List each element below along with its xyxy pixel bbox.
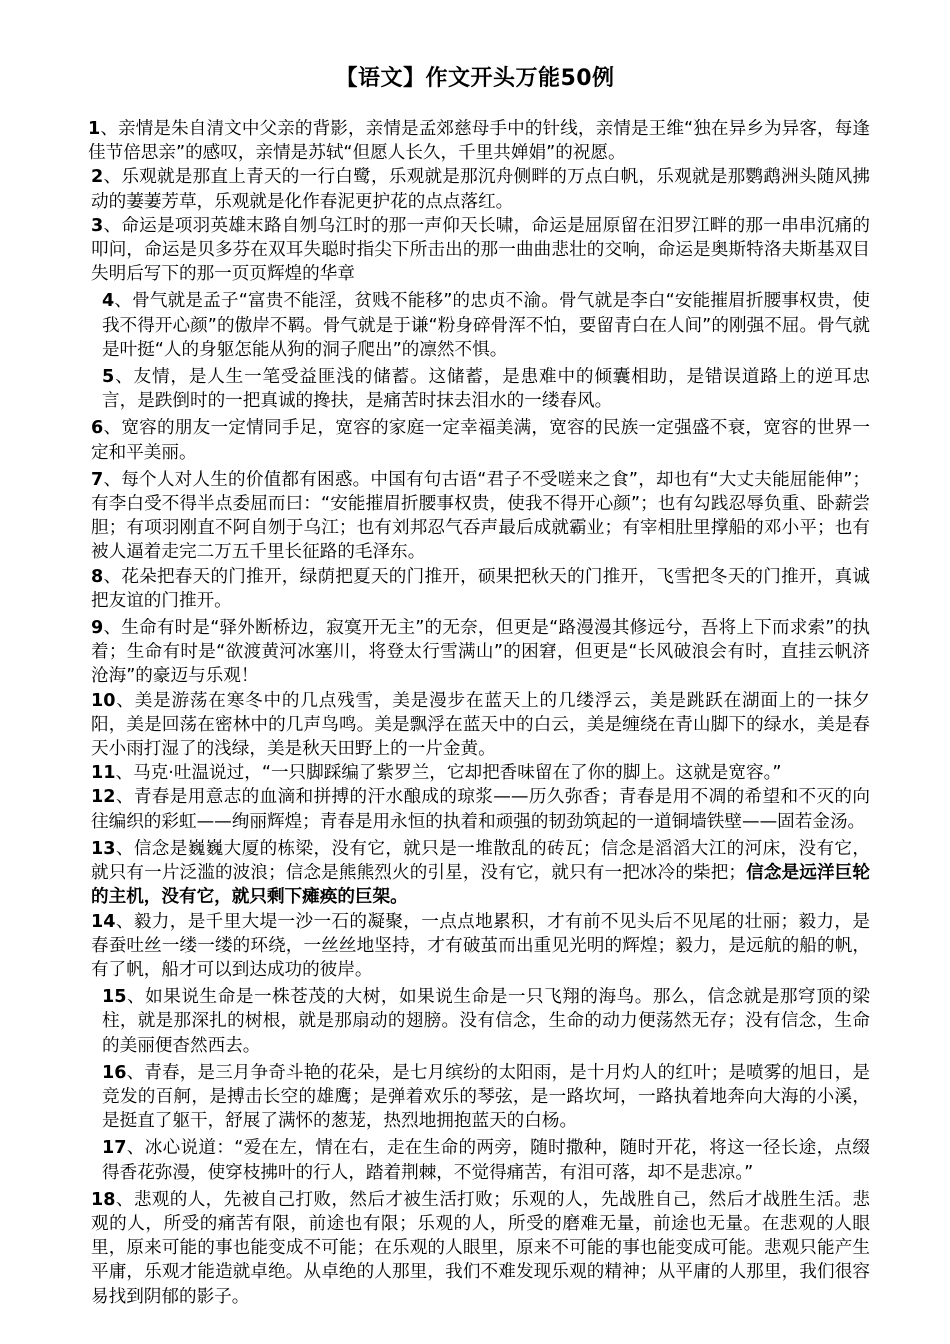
paragraph-number: 1 bbox=[88, 119, 101, 139]
paragraph-number: 2 bbox=[91, 167, 104, 188]
paragraph-8 bbox=[88, 565, 870, 613]
paragraph-text: 、生命有时是“驿外断桥边，寂寞开无主”的无奈，但更是“路漫漫其修远兮，吾将上下而求索”的执着；生命有时是“欲渡黄河冰塞川，将登太行雪满山”的困窘，但更是“长风破浪会有时，直挂云帆济沧海”的豪迈与乐观！ bbox=[91, 618, 870, 687]
paragraph-number: 8 bbox=[91, 566, 104, 587]
paragraph-6 bbox=[88, 416, 870, 464]
paragraph-7 bbox=[88, 468, 870, 565]
paragraph-number: 12 bbox=[91, 787, 116, 808]
paragraph-text: 、美是游荡在寒冬中的几点残雪，美是漫步在蓝天上的几缕浮云，美是跳跃在湖面上的一抹夕阳，美是回荡在密林中的几声鸟鸣。美是飘浮在蓝天中的白云，美是缠绕在青山脚下的绿水，美是春天小雨打湿了的浅绿，美是秋天田野上的一片金黄。 bbox=[91, 690, 870, 760]
paragraph-number: 16 bbox=[102, 1062, 127, 1083]
paragraph-text: 、青春，是三月争奇斗艳的花朵，是七月缤纷的太阳雨，是十月灼人的红叶；是喷雾的旭日，是竞发的百舸，是搏击长空的雄鹰；是弹着欢乐的琴弦，是一路坎坷，一路执着地奔向大海的小溪，是挺直了躯干，舒展了满怀的葱茏，热烈地拥抱蓝天的白杨。 bbox=[102, 1062, 870, 1132]
paragraph-number: 13 bbox=[91, 838, 116, 859]
paragraph-number: 4 bbox=[102, 291, 115, 312]
paragraph-14 bbox=[88, 910, 870, 983]
paragraph-17 bbox=[88, 1136, 870, 1184]
document-body bbox=[88, 117, 870, 1309]
paragraph-text: 、信念是巍巍大厦的栋梁，没有它，就只是一堆散乱的砖瓦；信念是滔滔大江的河床，没有它，就只有一片泛滥的波浪；信念是熊熊烈火的引星，没有它，就只有一把冰冷的柴把； bbox=[91, 838, 870, 884]
paragraph-text: 、乐观就是那直上青天的一行白鹭，乐观就是那沉舟侧畔的万点白帆，乐观就是那鹦鹉洲头随风拂动的萋萋芳草，乐观就是化作春泥更护花的点点落红。 bbox=[91, 167, 870, 212]
paragraph-number: 7 bbox=[91, 469, 104, 490]
document-title: 【语文】作文开头万能50例 bbox=[335, 66, 615, 91]
paragraph-text: 、命运是项羽英雄末路自刎乌江时的那一声仰天长啸，命运是屈原留在汨罗江畔的那一串串沉痛的叩问，命运是贝多芬在双耳失聪时指尖下所击出的那一曲曲悲壮的交响，命运是奥斯特洛夫斯基双目失明后写下的那一页页辉煌的华章 bbox=[91, 215, 870, 285]
paragraph-text: 、亲情是朱自清文中父亲的背影，亲情是孟郊慈母手中的针线，亲情是王维“独在异乡为异客，每逢佳节倍思亲”的感叹，亲情是苏轼“但愿人长久，千里共婵娟”的祝愿。 bbox=[88, 119, 870, 164]
paragraph-number: 11 bbox=[91, 763, 116, 784]
paragraph-4 bbox=[88, 289, 870, 362]
paragraph-11 bbox=[88, 761, 870, 785]
paragraph-text: 、青春是用意志的血滴和拼搏的汗水酿成的琼浆——历久弥香；青春是用不凋的希望和不灭的向往编织的彩虹——绚丽辉煌；青春是用永恒的执着和顽强的韧劲筑起的一道铜墙铁壁——固若金汤。 bbox=[91, 787, 870, 832]
paragraph-number: 9 bbox=[91, 618, 104, 639]
paragraph-text: 、宽容的朋友一定情同手足，宽容的家庭一定幸福美满，宽容的民族一定强盛不衰，宽容的世界一定和平美丽。 bbox=[91, 418, 870, 463]
paragraph-10 bbox=[88, 689, 870, 762]
paragraph-number: 6 bbox=[91, 418, 104, 439]
paragraph-16 bbox=[88, 1061, 870, 1134]
paragraph-number: 10 bbox=[91, 690, 116, 711]
paragraph-text: 、骨气就是孟子“富贵不能淫，贫贱不能移”的忠贞不渝。骨气就是李白“安能摧眉折腰事权贵，使我不得开心颜”的傲岸不羁。骨气就是于谦“粉身碎骨浑不怕，要留青白在人间”的刚强不屈。骨气就是叶挺“人的身躯怎能从狗的洞子爬出”的凛然不惧。 bbox=[102, 291, 870, 360]
paragraph-text: 、马克·吐温说过，“一只脚踩编了紫罗兰，它却把香味留在了你的脚上。这就是宽容。” bbox=[115, 763, 782, 784]
paragraph-text: 、如果说生命是一株苍茂的大树，如果说生命是一只飞翔的海鸟。那么，信念就是那穹顶的梁柱，就是那深扎的树根，就是那扇动的翅膀。没有信念，生命的动力便荡然无存；没有信念，生命的美丽便杳然西去。 bbox=[102, 987, 870, 1056]
paragraph-number: 14 bbox=[91, 911, 116, 932]
paragraph-2 bbox=[88, 165, 870, 213]
paragraph-13 bbox=[88, 837, 870, 910]
paragraph-text: 、友情，是人生一笔受益匪浅的储蓄。这储蓄，是患难中的倾囊相助，是错误道路上的逆耳忠言，是跌倒时的一把真诚的搀扶，是痛苦时抹去泪水的一缕春风。 bbox=[102, 367, 870, 412]
paragraph-3 bbox=[88, 214, 870, 287]
paragraph-number: 15 bbox=[102, 987, 127, 1008]
paragraph-9 bbox=[88, 616, 870, 689]
paragraph-text: 、花朵把春天的门推开，绿荫把夏天的门推开，硕果把秋天的门推开，飞雪把冬天的门推开，真诚把友谊的门推开。 bbox=[91, 566, 870, 611]
paragraph-number: 3 bbox=[91, 215, 104, 236]
paragraph-15 bbox=[88, 985, 870, 1058]
paragraph-number: 18 bbox=[91, 1189, 116, 1210]
paragraph-18 bbox=[88, 1188, 870, 1309]
paragraph-12 bbox=[88, 785, 870, 833]
paragraph-5 bbox=[88, 365, 870, 413]
paragraph-text: 、每个人对人生的价值都有困惑。中国有句古语“君子不受嗟来之食”，却也有“大丈夫能屈能伸”；有李白受不得半点委屈而曰：“安能摧眉折腰事权贵，使我不得开心颜”；也有勾践忍辱负重、卧薪尝胆；有项羽刚直不阿自刎于乌江；也有刘邦忍气吞声最后成就霸业；有宰相肚里撑船的邓小平；也有被人逼着走完二万五千里长征路的毛泽东。 bbox=[91, 469, 870, 563]
paragraph-1 bbox=[88, 117, 870, 165]
paragraph-text: 、悲观的人，先被自己打败，然后才被生活打败；乐观的人，先战胜自己，然后才战胜生活。悲观的人，所受的痛苦有限，前途也有限；乐观的人，所受的磨难无量，前途也无量。在悲观的人眼里，原来可能的事也能变成不可能；在乐观的人眼里，原来不可能的事也能变成可能。悲观只能产生平庸，乐观才能造就卓绝。从卓绝的人那里，我们不难发现乐观的精神；从平庸的人那里，我们很容易找到阴郁的影子。 bbox=[91, 1189, 870, 1307]
paragraph-number: 5 bbox=[102, 367, 115, 388]
paragraph-number: 17 bbox=[102, 1138, 127, 1159]
paragraph-text: 、毅力，是千里大堤一沙一石的凝聚，一点点地累积，才有前不见头后不见尾的壮丽；毅力，是春蚕吐丝一缕一缕的环绕，一丝丝地坚持，才有破茧而出重见光明的辉煌；毅力，是远航的船的帆，有了帆，船才可以到达成功的彼岸。 bbox=[91, 911, 870, 980]
paragraph-emphasis: 信念是远洋巨轮的主机，没有它，就只剩下瘫痪的巨架。 bbox=[91, 863, 870, 908]
paragraph-text: 、冰心说道：“爱在左，情在右，走在生命的两旁，随时撒种，随时开花，将这一径长途，点缀得香花弥漫，使穿枝拂叶的行人，踏着荆棘，不觉得痛苦，有泪可落，却不是悲凉。” bbox=[102, 1138, 870, 1183]
